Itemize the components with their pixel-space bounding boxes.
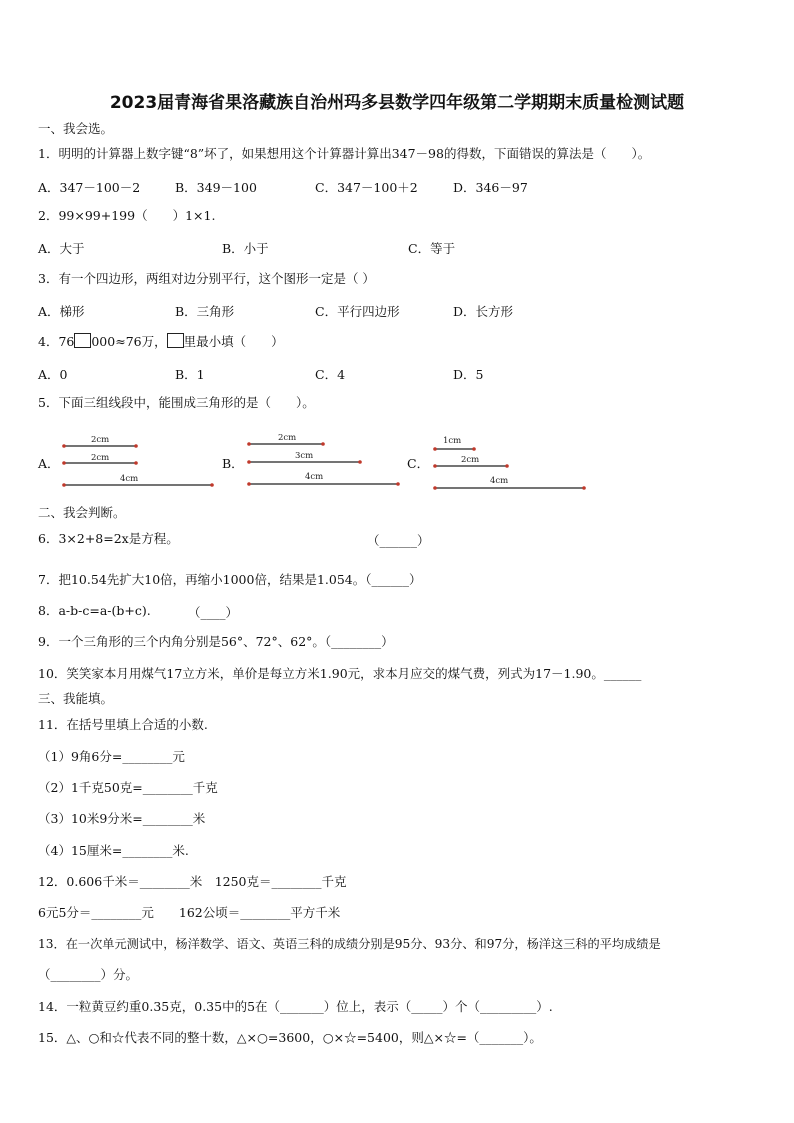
q4-middle: 000≈76万， [91,334,167,349]
section-heading-judge: 二、我会判断。 [38,505,126,520]
question-15: 15．△、○和☆代表不同的整十数，△×○=3600，○×☆=5400，则△×☆=（_______）。 [38,1030,542,1045]
section-heading-fill: 三、我能填。 [38,691,114,706]
segment-label: 2cm [91,453,110,463]
question-13-line-2: （________）分。 [38,967,139,982]
question-10: 10．笑笑家本月用煤气17立方米，单价是每立方米1.90元，求本月应交的煤气费，列式为17－1.90。______ [38,666,642,681]
segment-endpoint [582,486,586,490]
segment-endpoint [433,486,437,490]
segment-label: 2cm [278,433,297,443]
segment-endpoint [210,483,214,487]
segment-endpoint [62,483,66,487]
q5-option-b: B． [222,456,244,471]
segment-label: 4cm [490,476,509,486]
question-12-line-1: 12．0.606千米＝________米 1250克＝________千克 [38,874,347,889]
question-1: 1．明明的计算器上数字键“8”坏了，如果想用这个计算器计算出347－98的得数，下面错误的算法是（ ）。 [38,146,651,161]
question-6: 6．3×2+8=2x是方程。 [38,531,179,546]
q2-option-b: B．小于 [222,241,269,256]
q2-option-a: A．大于 [38,241,85,256]
question-9: 9．一个三角形的三个内角分别是56°、72°、62°。（________） [38,634,394,649]
group-a-segments [62,435,214,487]
q1-option-c: C．347－100＋2 [315,180,418,195]
section-heading-choice: 一、我会选。 [38,121,114,136]
question-14: 14．一粒黄豆约重0.35克，0.35中的5在（_______）位上，表示（_____）个（_________）. [38,999,553,1014]
q1-option-a: A．347－100－2 [38,180,141,195]
q1-option-b: B．349－100 [175,180,257,195]
question-11: 11．在括号里填上合适的小数. [38,717,208,732]
question-11-part-4: （4）15厘米=________米. [38,843,189,858]
q4-option-a: A．0 [38,367,68,382]
question-3: 3．有一个四边形，两组对边分别平行，这个图形一定是（ ） [38,271,375,286]
question-7: 7．把10.54先扩大10倍，再缩小1000倍，结果是1.054。（______） [38,572,422,587]
segment-label: 1cm [443,436,462,446]
segment-endpoint [505,464,509,468]
segment-label: 4cm [305,472,324,482]
question-12-line-2: 6元5分＝________元 162公顷＝________平方千米 [38,905,341,920]
q3-option-d: D．长方形 [453,304,514,319]
segment-label: 3cm [295,451,314,461]
q4-suffix: 里最小填（ ） [183,334,284,349]
q4-option-d: D．5 [453,367,484,382]
q4-option-c: C．4 [315,367,346,382]
segment-endpoint [247,460,251,464]
segment-endpoint [134,461,138,465]
segment-endpoint [134,444,138,448]
group-b-segments [247,433,400,486]
segment-endpoint [247,482,251,486]
segment-label: 4cm [120,474,139,484]
question-11-part-3: （3）10米9分米=________米 [38,811,206,826]
segment-label: 2cm [91,435,110,445]
segment-endpoint [62,444,66,448]
question-2: 2．99×99+199（ ）1×1. [38,208,216,223]
question-5: 5．下面三组线段中，能围成三角形的是（ ）。 [38,395,315,410]
segment-endpoint [247,442,251,446]
q6-answer-blank: （______） [367,533,430,548]
segment-endpoint [472,447,476,451]
segment-endpoint [396,482,400,486]
q1-option-d: D．346－97 [453,180,528,195]
question-11-part-1: （1）9角6分=________元 [38,749,185,764]
segment-endpoint [358,460,362,464]
q4-option-b: B．1 [175,367,205,382]
q5-option-c: C． [407,456,430,471]
q4-prefix: 4．76 [38,334,75,349]
question-8: 8．a-b-c=a-(b+c). [38,603,151,618]
q5-option-a: A． [38,456,60,471]
q8-answer-blank: （____） [188,605,239,620]
page-title: 2023届青海省果洛藏族自治州玛多县数学四年级第二学期期末质量检测试题 [109,93,685,113]
question-13-line-1: 13．在一次单元测试中，杨洋数学、语文、英语三科的成绩分别是95分、93分、和97分，杨洋这三科的平均成绩是 [38,937,661,951]
segment-endpoint [433,447,437,451]
segment-label: 2cm [461,455,480,465]
q2-option-c: C．等于 [408,241,456,256]
q3-option-c: C．平行四边形 [315,304,400,319]
q3-option-b: B．三角形 [175,304,235,319]
segment-endpoint [321,442,325,446]
segment-endpoint [62,461,66,465]
question-11-part-2: （2）1千克50克=________千克 [38,780,218,795]
q3-option-a: A．梯形 [38,304,85,319]
segment-endpoint [433,464,437,468]
group-c-segments [433,436,586,490]
